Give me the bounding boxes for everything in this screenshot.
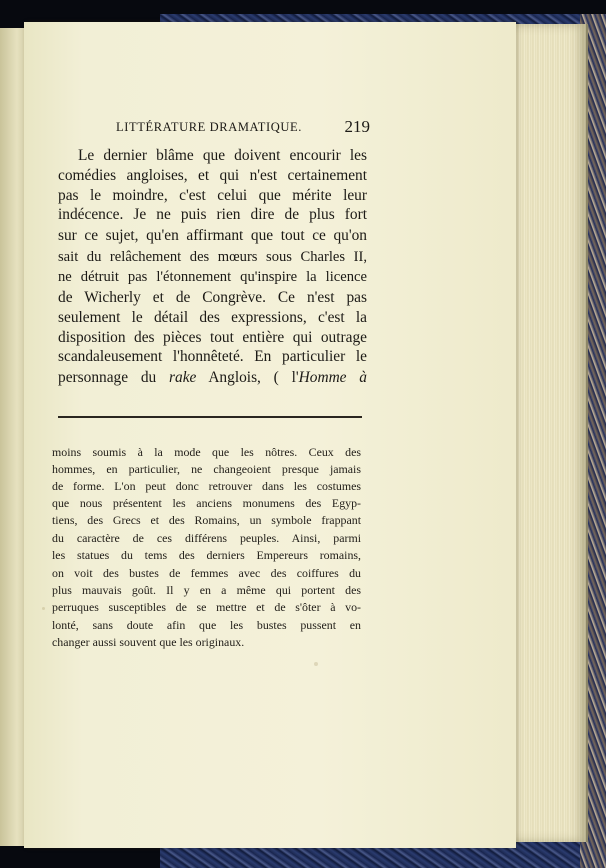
footnote-line: on voit des bustes de femmes avec des coiffures du bbox=[52, 566, 361, 580]
running-head-title: LITTÉRATURE DRAMATIQUE. bbox=[116, 120, 303, 134]
body-line: disposition des pièces tout entière qui outrage bbox=[58, 329, 367, 346]
body-line: comédies angloises, et qui n'est certainement bbox=[58, 167, 367, 184]
footnote-rule bbox=[58, 416, 362, 418]
text-run: personnage du bbox=[58, 369, 170, 386]
paper-foxing bbox=[42, 607, 45, 610]
footnote-line: de forme. L'on peut donc retrouver dans les costumes bbox=[52, 479, 361, 493]
footnote-line: perruques susceptibles de se mettre et de s'ôter à vo- bbox=[52, 600, 361, 614]
body-line: indécence. Je ne puis rien dire de plus fort bbox=[58, 206, 367, 223]
left-page-edge bbox=[0, 28, 25, 846]
text-run: Anglois, ( l' bbox=[196, 369, 299, 386]
footnote-line: plus mauvais goût. Il y en a même qui portent des bbox=[52, 583, 361, 597]
body-line-last bbox=[58, 368, 367, 388]
footnote-line: que nous présentent les anciens monumens des Egyp- bbox=[52, 496, 361, 510]
body-line: sur ce sujet, qu'en affirmant que tout ce qu'on bbox=[58, 227, 367, 244]
body-line: de Wicherly et de Congrève. Ce n'est pas bbox=[58, 289, 367, 306]
body-line: Le dernier blâme que doivent encourir les bbox=[78, 147, 367, 164]
italic-run: Homme à bbox=[298, 369, 367, 386]
body-line: ne détruit pas l'étonnement qu'inspire la licence bbox=[58, 269, 367, 285]
body-line: seulement le détail des expressions, c'est la bbox=[58, 309, 367, 326]
body-line: sait du relâchement des mœurs sous Charles II, bbox=[58, 249, 367, 265]
running-head bbox=[116, 118, 370, 140]
footnote-line: moins soumis à la mode que les nôtres. Ceux des bbox=[52, 445, 361, 459]
body-line: pas le moindre, c'est celui que mérite leur bbox=[58, 187, 367, 204]
footnote-line: hommes, en particulier, ne changeoient presque jamais bbox=[52, 462, 361, 476]
page-number: 219 bbox=[344, 117, 370, 136]
footnote-line: changer aussi souvent que les originaux. bbox=[52, 635, 245, 649]
footnote-line: tiens, des Grecs et des Romains, un symbole frappant bbox=[52, 513, 361, 527]
footnote-line: du caractère de ces différens peuples. Ainsi, parmi bbox=[52, 531, 361, 545]
paper-foxing bbox=[314, 662, 318, 666]
footnote-line: lonté, sans doute afin que les bustes pussent en bbox=[52, 618, 361, 632]
italic-run: rake bbox=[169, 369, 197, 386]
body-line: scandaleusement l'honnêteté. En particulier le bbox=[58, 348, 367, 365]
footnote-line: les statues du tems des derniers Empereurs romains, bbox=[52, 548, 361, 562]
